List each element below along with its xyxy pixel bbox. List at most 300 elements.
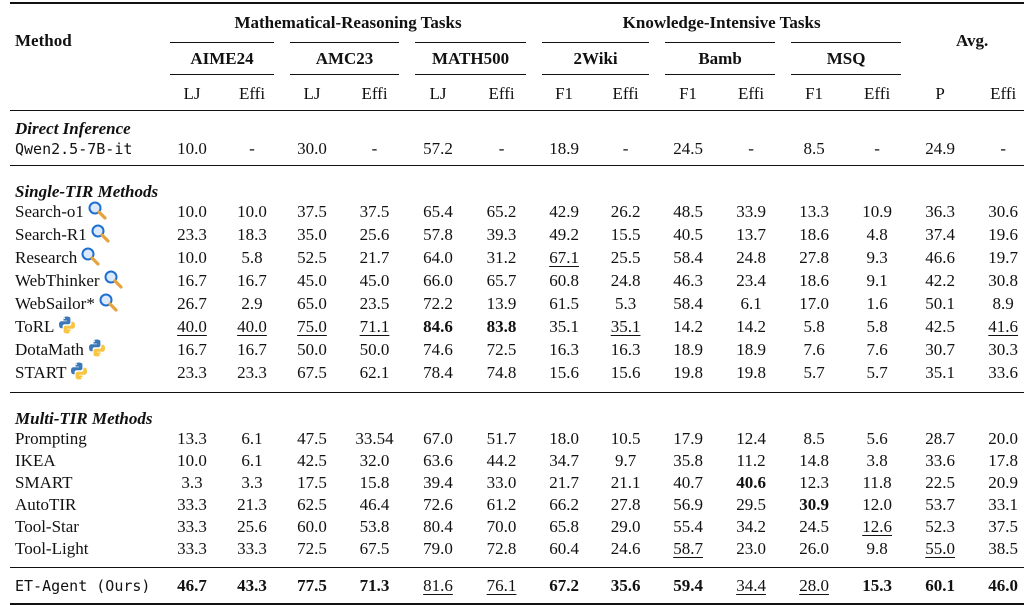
table-row — [10, 315, 1024, 338]
value-cell: 37.5 — [988, 516, 1019, 536]
metric-spacer — [10, 76, 162, 111]
value-cell: 24.5 — [799, 516, 829, 536]
metric-header: P — [909, 76, 971, 111]
value-cell: 42.9 — [549, 202, 579, 221]
method-cell — [10, 338, 162, 361]
value-cell: 46.3 — [673, 271, 703, 290]
value-cell: 34.4 — [719, 568, 783, 605]
metric-header: LJ — [407, 76, 469, 111]
value-cell: 18.3 — [237, 225, 267, 244]
value-cell: 29.0 — [610, 516, 641, 536]
metric-header: Effi — [845, 76, 909, 111]
table-row — [10, 427, 1024, 449]
value-cell: 42.5 — [297, 450, 327, 470]
method-name: SMART — [15, 472, 73, 492]
value-cell: 37.5 — [359, 202, 390, 221]
method-name: Prompting — [15, 428, 87, 448]
metric-header: Effi — [719, 76, 783, 111]
value-cell: 9.7 — [614, 450, 637, 470]
value-cell: 24.9 — [925, 138, 956, 158]
value-cell: 33.1 — [988, 494, 1019, 514]
magnifier-icon — [87, 200, 107, 223]
value-cell: 30.9 — [799, 494, 829, 514]
value-cell: 67.5 — [359, 538, 390, 558]
value-cell: 65.7 — [486, 271, 517, 290]
value-cell: 33.6 — [925, 450, 956, 470]
value-cell: 23.0 — [736, 538, 766, 558]
section-spacer — [10, 384, 1024, 393]
value-cell: 67.5 — [297, 363, 327, 382]
table-row — [10, 338, 1024, 361]
method-name: START — [15, 363, 67, 382]
value-cell: 40.7 — [673, 472, 703, 492]
value-cell: - — [498, 138, 505, 158]
value-cell: 30.8 — [988, 271, 1019, 290]
value-cell: 50.0 — [297, 340, 327, 359]
value-cell: 7.6 — [803, 340, 825, 359]
value-cell: 13.3 — [799, 202, 829, 221]
value-cell: 33.9 — [736, 202, 766, 221]
value-cell: 38.5 — [988, 538, 1019, 558]
method-cell — [10, 471, 162, 493]
value-cell: 33.0 — [486, 472, 517, 492]
value-cell: 16.7 — [177, 340, 207, 359]
value-cell: 46.4 — [359, 494, 390, 514]
method-name: Search-R1 — [15, 225, 87, 244]
value-cell: 37.5 — [297, 202, 327, 221]
value-cell: 70.0 — [486, 516, 517, 536]
value-cell: 15.6 — [549, 363, 579, 382]
section-title: Direct Inference — [15, 119, 131, 138]
metric-header: LJ — [162, 76, 222, 111]
value-cell: 6.1 — [241, 428, 263, 448]
value-cell: 19.6 — [988, 225, 1019, 244]
section-title: Multi-TIR Methods — [15, 409, 153, 428]
value-cell: 27.8 — [610, 494, 641, 514]
value-cell: 5.6 — [866, 428, 888, 448]
metric-header: LJ — [282, 76, 342, 111]
value-cell: 60.1 — [909, 568, 971, 605]
value-cell: - — [371, 138, 378, 158]
value-cell: 67.1 — [549, 248, 579, 267]
value-cell: 10.9 — [862, 202, 892, 221]
metric-header-row — [10, 76, 1024, 111]
method-cell — [10, 568, 162, 605]
method-cell — [10, 315, 162, 338]
value-cell: 8.5 — [803, 138, 825, 158]
value-cell: 34.2 — [736, 516, 766, 536]
table-row — [10, 269, 1024, 292]
value-cell: 80.4 — [423, 516, 453, 536]
value-cell: 66.2 — [549, 494, 579, 514]
value-cell: 40.6 — [736, 472, 766, 492]
method-cell — [10, 537, 162, 559]
value-cell: 13.7 — [736, 225, 766, 244]
value-cell: 30.3 — [988, 340, 1019, 359]
method-name: DotaMath — [15, 340, 84, 359]
value-cell: 16.7 — [177, 271, 207, 290]
method-cell — [10, 361, 162, 384]
value-cell: 10.0 — [177, 450, 207, 470]
value-cell: 72.5 — [486, 340, 517, 359]
value-cell: 3.8 — [866, 450, 888, 470]
value-cell: 17.8 — [988, 450, 1019, 470]
value-cell: 3.3 — [181, 472, 203, 492]
method-cell — [10, 515, 162, 537]
value-cell: 62.5 — [297, 494, 327, 514]
value-cell: 55.0 — [925, 538, 956, 558]
dataset-aime24: AIME24 — [162, 40, 282, 76]
value-cell: - — [748, 138, 754, 158]
value-cell: 26.7 — [177, 294, 207, 313]
value-cell: 14.2 — [673, 317, 703, 336]
value-cell: 74.8 — [486, 363, 517, 382]
value-cell: 76.1 — [469, 568, 534, 605]
value-cell: 61.2 — [486, 494, 517, 514]
value-cell: 71.3 — [342, 568, 407, 605]
value-cell: 18.9 — [673, 340, 703, 359]
value-cell: 18.9 — [549, 138, 579, 158]
value-cell: 33.3 — [177, 516, 207, 536]
value-cell: - — [622, 138, 629, 158]
value-cell: 8.5 — [803, 428, 825, 448]
dataset-amc23: AMC23 — [282, 40, 407, 76]
method-cell — [10, 449, 162, 471]
value-cell: 19.8 — [673, 363, 703, 382]
value-cell: 7.6 — [866, 340, 888, 359]
magnifier-icon — [90, 223, 110, 246]
value-cell: 41.6 — [988, 317, 1019, 336]
value-cell: 9.8 — [866, 538, 888, 558]
method-cell — [10, 427, 162, 449]
value-cell: 24.6 — [610, 538, 641, 558]
value-cell: 15.3 — [845, 568, 909, 605]
value-cell: 17.0 — [799, 294, 829, 313]
value-cell: 26.2 — [610, 202, 641, 221]
method-name: IKEA — [15, 450, 56, 470]
value-cell: 50.1 — [925, 294, 956, 313]
method-header: Method — [15, 30, 72, 50]
value-cell: 6.1 — [241, 450, 263, 470]
value-cell: 16.7 — [237, 340, 267, 359]
value-cell: 67.0 — [423, 428, 453, 448]
method-name: Tool-Light — [15, 538, 89, 558]
value-cell: 25.5 — [610, 248, 641, 267]
value-cell: 13.3 — [177, 428, 207, 448]
value-cell: 72.8 — [486, 538, 517, 558]
value-cell: 40.0 — [237, 317, 267, 336]
value-cell: 84.6 — [423, 317, 453, 336]
value-cell: 46.7 — [162, 568, 222, 605]
value-cell: 28.7 — [925, 428, 956, 448]
value-cell: 77.5 — [282, 568, 342, 605]
value-cell: 81.6 — [407, 568, 469, 605]
value-cell: 35.8 — [673, 450, 703, 470]
value-cell: 29.5 — [736, 494, 766, 514]
magnifier-icon — [103, 269, 123, 292]
value-cell: 83.8 — [486, 317, 517, 336]
value-cell: 12.0 — [862, 494, 892, 514]
value-cell: 22.5 — [925, 472, 956, 492]
value-cell: 33.3 — [177, 538, 207, 558]
value-cell: - — [1000, 138, 1006, 158]
value-cell: 60.4 — [549, 538, 579, 558]
value-cell: 72.2 — [423, 294, 453, 313]
value-cell: 43.3 — [222, 568, 282, 605]
value-cell: 67.2 — [534, 568, 594, 605]
value-cell: 23.4 — [736, 271, 766, 290]
value-cell: - — [874, 138, 880, 158]
value-cell: 3.3 — [241, 472, 263, 492]
value-cell: 25.6 — [237, 516, 267, 536]
value-cell: 8.9 — [992, 294, 1014, 313]
value-cell: 9.3 — [866, 248, 888, 267]
value-cell: 19.8 — [736, 363, 766, 382]
value-cell: 16.7 — [237, 271, 267, 290]
value-cell: 71.1 — [359, 317, 390, 336]
method-name: WebThinker — [15, 271, 100, 290]
value-cell: 5.7 — [803, 363, 825, 382]
value-cell: 30.7 — [925, 340, 956, 359]
table-row — [10, 292, 1024, 315]
results-table — [10, 2, 1024, 605]
dataset-math500: MATH500 — [407, 40, 534, 76]
table-row — [10, 449, 1024, 471]
value-cell: 15.8 — [359, 472, 390, 492]
value-cell: 65.0 — [297, 294, 327, 313]
value-cell: 30.6 — [988, 202, 1019, 221]
value-cell: 12.3 — [799, 472, 829, 492]
value-cell: 16.3 — [549, 340, 579, 359]
value-cell: 45.0 — [297, 271, 327, 290]
value-cell: 17.5 — [297, 472, 327, 492]
table-row — [10, 200, 1024, 223]
value-cell: 15.6 — [610, 363, 641, 382]
value-cell: 10.0 — [237, 202, 267, 221]
value-cell: 18.0 — [549, 428, 579, 448]
value-cell: 63.6 — [423, 450, 453, 470]
value-cell: 10.0 — [177, 248, 207, 267]
value-cell: 47.5 — [297, 428, 327, 448]
table-row — [10, 537, 1024, 559]
value-cell: 32.0 — [359, 450, 390, 470]
section-title: Single-TIR Methods — [15, 182, 159, 201]
value-cell: 58.4 — [673, 248, 703, 267]
metric-header: Effi — [971, 76, 1024, 111]
value-cell: 12.4 — [736, 428, 766, 448]
value-cell: 61.5 — [549, 294, 579, 313]
value-cell: 46.6 — [925, 248, 956, 267]
value-cell: 62.1 — [359, 363, 390, 382]
value-cell: 11.8 — [862, 472, 892, 492]
group-header-math: Mathematical-Reasoning Tasks — [234, 12, 462, 32]
value-cell: 19.7 — [988, 248, 1019, 267]
method-cell — [10, 137, 162, 159]
value-cell: 52.5 — [297, 248, 327, 267]
value-cell: 20.9 — [988, 472, 1019, 492]
value-cell: 42.2 — [925, 271, 956, 290]
value-cell: 5.8 — [803, 317, 825, 336]
python-icon — [57, 315, 77, 338]
python-icon — [87, 338, 107, 361]
value-cell: 23.3 — [237, 363, 267, 382]
table-row — [10, 471, 1024, 493]
value-cell: 4.8 — [866, 225, 888, 244]
value-cell: 5.8 — [241, 248, 263, 267]
table-row — [10, 493, 1024, 515]
value-cell: 30.0 — [297, 138, 327, 158]
table-row — [10, 361, 1024, 384]
value-cell: 20.0 — [988, 428, 1019, 448]
value-cell: 57.2 — [423, 138, 453, 158]
value-cell: 18.9 — [736, 340, 766, 359]
value-cell: 35.1 — [925, 363, 956, 382]
value-cell: 34.7 — [549, 450, 579, 470]
value-cell: 10.0 — [177, 138, 207, 158]
value-cell: 21.7 — [359, 248, 390, 267]
value-cell: 23.5 — [359, 294, 390, 313]
value-cell: 39.4 — [423, 472, 453, 492]
value-cell: 42.5 — [925, 317, 956, 336]
value-cell: 14.8 — [799, 450, 829, 470]
value-cell: 33.3 — [177, 494, 207, 514]
value-cell: 26.0 — [799, 538, 829, 558]
table-row — [10, 137, 1024, 159]
method-name: Search-o1 — [15, 202, 84, 221]
value-cell: 5.7 — [866, 363, 888, 382]
section-spacer — [10, 559, 1024, 568]
value-cell: 24.8 — [736, 248, 766, 267]
value-cell: 15.5 — [610, 225, 641, 244]
metric-header: Effi — [594, 76, 657, 111]
value-cell: 53.8 — [359, 516, 390, 536]
value-cell: 31.2 — [486, 248, 517, 267]
value-cell: 46.0 — [971, 568, 1024, 605]
method-name: Tool-Star — [15, 516, 79, 536]
value-cell: 56.9 — [673, 494, 703, 514]
value-cell: 66.0 — [423, 271, 453, 290]
magnifier-icon — [80, 246, 100, 269]
magnifier-icon — [98, 292, 118, 315]
method-cell — [10, 493, 162, 515]
value-cell: 33.3 — [237, 538, 267, 558]
value-cell: 18.6 — [799, 271, 829, 290]
value-cell: 17.9 — [673, 428, 703, 448]
method-name: Qwen2.5-7B-it — [15, 139, 133, 158]
value-cell: 57.8 — [423, 225, 453, 244]
value-cell: 51.7 — [486, 428, 517, 448]
value-cell: 18.6 — [799, 225, 829, 244]
value-cell: 53.7 — [925, 494, 956, 514]
value-cell: 23.3 — [177, 225, 207, 244]
value-cell: 48.5 — [673, 202, 703, 221]
value-cell: 33.6 — [988, 363, 1019, 382]
method-cell — [10, 223, 162, 246]
value-cell: 24.5 — [673, 138, 703, 158]
method-cell — [10, 292, 162, 315]
value-cell: 45.0 — [359, 271, 390, 290]
table-row — [10, 246, 1024, 269]
value-cell: 2.9 — [241, 294, 263, 313]
value-cell: 60.8 — [549, 271, 579, 290]
value-cell: 14.2 — [736, 317, 766, 336]
table-body — [10, 111, 1024, 605]
section-header-row — [10, 111, 1024, 138]
method-name: ET-Agent (Ours) — [15, 577, 151, 595]
value-cell: 39.3 — [486, 225, 517, 244]
value-cell: 10.0 — [177, 202, 207, 221]
value-cell: 12.6 — [862, 516, 892, 536]
group-header-knowledge: Knowledge-Intensive Tasks — [622, 12, 821, 32]
value-cell: 58.7 — [673, 538, 703, 558]
method-cell — [10, 200, 162, 223]
value-cell: 37.4 — [925, 225, 956, 244]
section-header-row — [10, 393, 1024, 428]
value-cell: 23.3 — [177, 363, 207, 382]
value-cell: 40.0 — [177, 317, 207, 336]
value-cell: 16.3 — [610, 340, 641, 359]
value-cell: 21.1 — [610, 472, 641, 492]
value-cell: 5.8 — [866, 317, 888, 336]
group-header-avg: Avg. — [956, 30, 989, 50]
value-cell: 50.0 — [359, 340, 390, 359]
value-cell: 74.6 — [423, 340, 453, 359]
value-cell: 35.1 — [610, 317, 641, 336]
value-cell: 5.3 — [614, 294, 637, 313]
method-name: ToRL — [15, 317, 55, 336]
dataset-msq: MSQ — [783, 40, 909, 76]
value-cell: 35.6 — [594, 568, 657, 605]
dataset-2wiki: 2Wiki — [534, 40, 657, 76]
value-cell: 21.7 — [549, 472, 579, 492]
value-cell: 44.2 — [486, 450, 517, 470]
metric-header: F1 — [657, 76, 719, 111]
value-cell: 24.8 — [610, 271, 641, 290]
value-cell: 78.4 — [423, 363, 453, 382]
method-cell — [10, 246, 162, 269]
value-cell: 52.3 — [925, 516, 956, 536]
value-cell: 11.2 — [736, 450, 766, 470]
value-cell: 9.1 — [866, 271, 888, 290]
value-cell: 40.5 — [673, 225, 703, 244]
value-cell: 13.9 — [486, 294, 517, 313]
value-cell: 58.4 — [673, 294, 703, 313]
value-cell: 64.0 — [423, 248, 453, 267]
metric-header: Effi — [222, 76, 282, 111]
metric-header: Effi — [342, 76, 407, 111]
value-cell: 36.3 — [925, 202, 956, 221]
value-cell: 65.4 — [423, 202, 453, 221]
value-cell: 55.4 — [673, 516, 703, 536]
value-cell: 72.6 — [423, 494, 453, 514]
section-header-row — [10, 166, 1024, 201]
dataset-bamb: Bamb — [657, 40, 783, 76]
method-name: WebSailor* — [15, 294, 95, 313]
value-cell: 27.8 — [799, 248, 829, 267]
table-row — [10, 515, 1024, 537]
value-cell: 25.6 — [359, 225, 390, 244]
metric-header: Effi — [469, 76, 534, 111]
value-cell: 79.0 — [423, 538, 453, 558]
value-cell: 75.0 — [297, 317, 327, 336]
value-cell: 21.3 — [237, 494, 267, 514]
value-cell: 35.0 — [297, 225, 327, 244]
value-cell: 1.6 — [866, 294, 888, 313]
python-icon — [69, 361, 89, 384]
value-cell: 6.1 — [740, 294, 762, 313]
value-cell: 49.2 — [549, 225, 579, 244]
value-cell: 28.0 — [783, 568, 845, 605]
